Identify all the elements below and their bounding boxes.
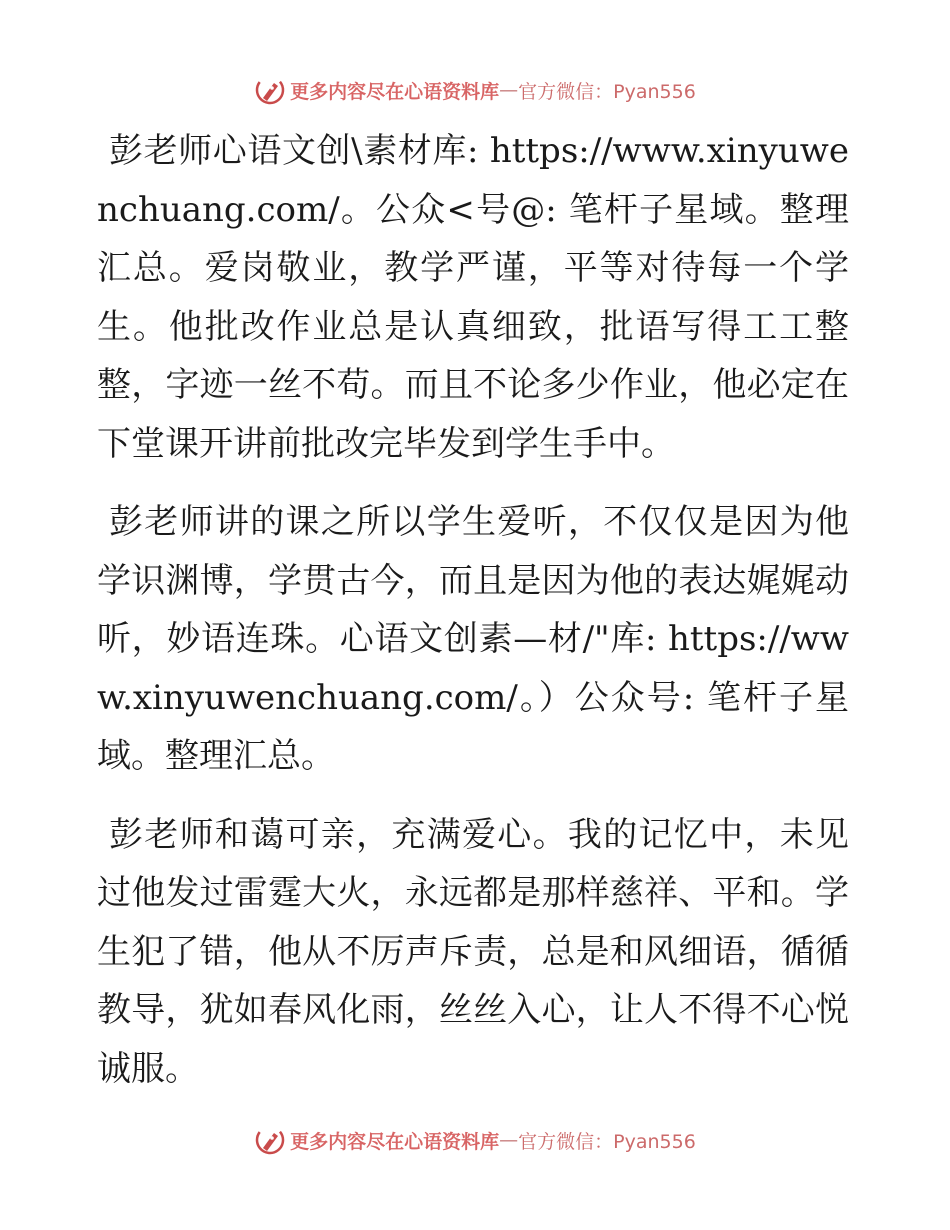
watermark-text: 更多内容尽在心语资料库: [290, 80, 500, 103]
paragraph-1: 彭老师心语文创\素材库: https://www.xinyuwenchuang.com/。公众<号@: 笔杆子星域。整理汇总。爱岗敬业，教学严谨，平等对待每一个学生。他批改作业总是认真细致，批语写得工工整整，字迹一丝不苟。而且不论多少作业，他必定在下堂课开讲前批改完毕发到学生手中。: [97, 131, 849, 464]
watermark-text: 更多内容尽在心语资料库: [290, 1130, 500, 1153]
pen-nib-logo-icon: [254, 1124, 286, 1156]
pen-nib-logo-icon: [254, 74, 286, 106]
paragraph-3: 彭老师和蔼可亲，充满爱心。我的记忆中，未见过他发过雷霆大火，永远都是那样慈祥、平和。学生犯了错，他从不厉声斥责，总是和风细语，循循教导，犹如春风化雨，丝丝入心，让人不得不心悦诚服。: [97, 814, 849, 1089]
watermark-wechat: 官方微信：Pyan556: [518, 1130, 696, 1153]
footer-watermark-banner: [0, 1122, 950, 1158]
watermark-separator: —: [499, 1129, 519, 1151]
header-watermark-banner: [0, 72, 950, 108]
watermark-wechat: 官方微信：Pyan556: [518, 80, 696, 103]
paragraph-2: 彭老师讲的课之所以学生爱听，不仅仅是因为他学识渊博，学贯古今，而且是因为他的表达娓娓动听，妙语连珠。心语文创素—材/"库: https://www.xinyuwenchuang.com/。）公众号: 笔杆子星域。整理汇总。: [97, 502, 849, 776]
document-body: [97, 122, 849, 1118]
watermark-separator: —: [499, 79, 519, 101]
